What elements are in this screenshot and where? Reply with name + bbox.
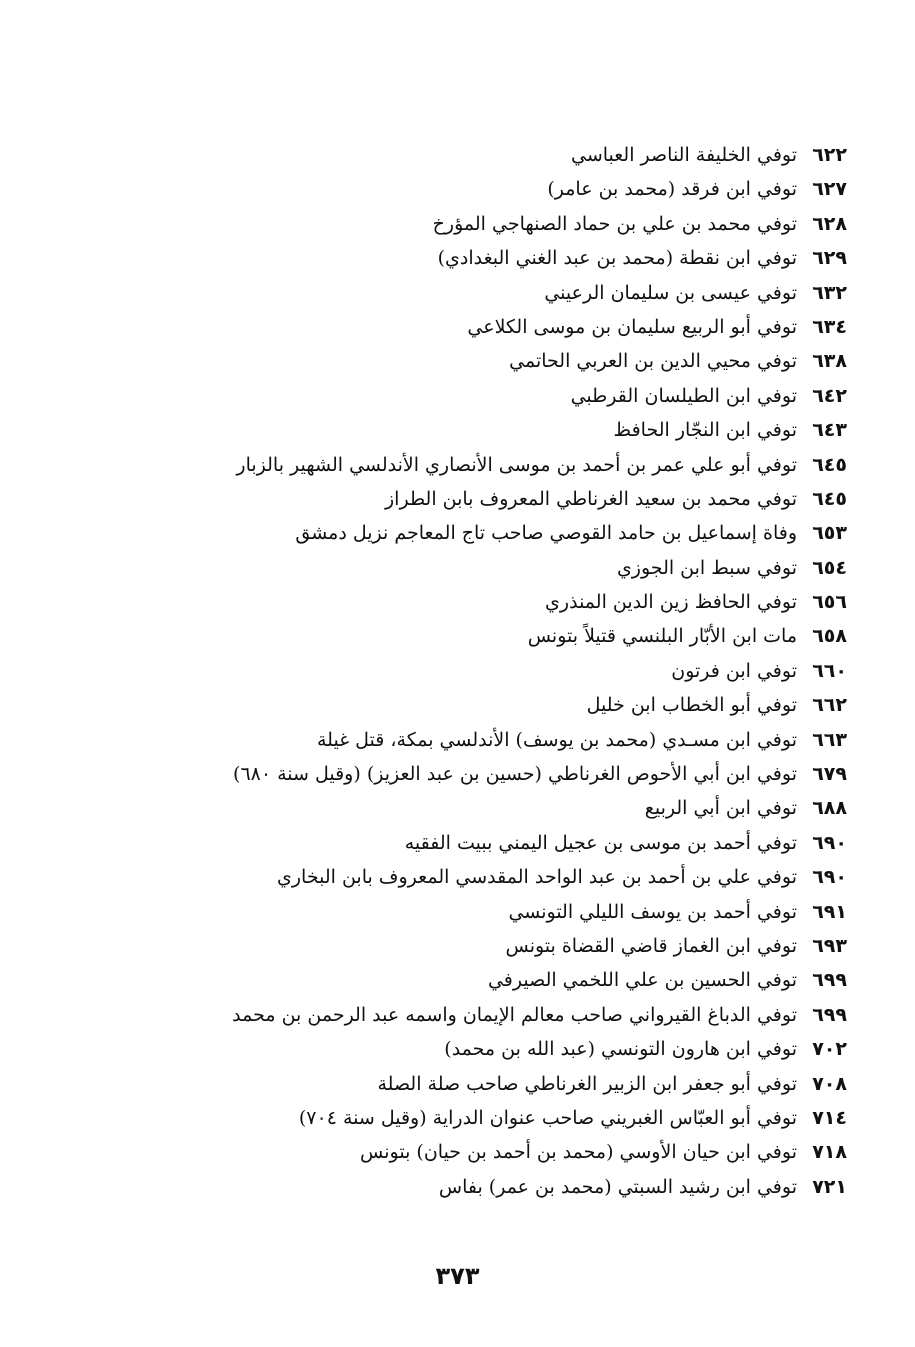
list-item — [187, 998, 847, 1032]
entry-year: ٦٦٣ — [812, 728, 847, 751]
list-item — [187, 138, 847, 172]
entry-text: مات ابن الأبّار البلنسي قتيلاً بتونس — [527, 625, 797, 648]
list-item — [187, 516, 847, 550]
list-item — [187, 860, 847, 894]
entry-year: ٦٩١ — [812, 900, 847, 923]
entry-text: توفي ابن أبي الربيع — [644, 797, 797, 820]
entry-text: توفي علي بن أحمد بن عبد الواحد المقدسي المعروف بابن البخاري — [277, 866, 797, 889]
list-item — [187, 757, 847, 791]
entry-year: ٦٥٨ — [812, 625, 847, 648]
list-item — [187, 585, 847, 619]
list-item — [187, 619, 847, 653]
list-item — [187, 1170, 847, 1204]
entry-text: توفي ابن فرقد (محمد بن عامر) — [547, 178, 797, 201]
list-item — [187, 413, 847, 447]
entry-text: توفي ابن أبي الأحوص الغرناطي (حسين بن عبد العزيز) (وقيل سنة ٦٨٠) — [233, 763, 797, 786]
entry-text: توفي ابن الغماز قاضي القضاة بتونس — [505, 934, 797, 957]
entry-text: توفي الحافظ زين الدين المنذري — [545, 591, 797, 614]
entry-text: توفي أبو علي عمر بن أحمد بن موسى الأنصاري الأندلسي الشهير بالزبار — [236, 453, 797, 476]
list-item — [187, 1032, 847, 1066]
entry-year: ٧١٤ — [812, 1106, 847, 1129]
list-item — [187, 207, 847, 241]
list-item — [187, 929, 847, 963]
entry-text: توفي أحمد بن يوسف الليلي التونسي — [508, 900, 797, 923]
list-item — [187, 172, 847, 206]
entry-year: ٦٥٤ — [812, 556, 847, 579]
entry-text: توفي ابن النجّار الحافظ — [613, 419, 797, 442]
page-number: ٣٧٣ — [435, 1262, 480, 1290]
entry-year: ٦٤٣ — [812, 419, 847, 442]
list-item — [187, 723, 847, 757]
entry-text: توفي محمد بن سعيد الغرناطي المعروف بابن الطراز — [385, 487, 797, 510]
entry-year: ٧٠٨ — [812, 1072, 847, 1095]
entry-text: توفي أبو الخطاب ابن خليل — [586, 694, 797, 717]
entry-year: ٦٢٧ — [812, 178, 847, 201]
entry-text: توفي أحمد بن موسى بن عجيل اليمني ببيت الفقيه — [404, 831, 797, 854]
entry-year: ٦٦٢ — [812, 694, 847, 717]
entry-year: ٧٢١ — [812, 1175, 847, 1198]
entry-text: توفي أبو جعفر ابن الزبير الغرناطي صاحب صلة الصلة — [377, 1072, 797, 1095]
list-item — [187, 379, 847, 413]
entry-text: توفي ابن الطيلسان القرطبي — [570, 384, 797, 407]
list-item — [187, 1067, 847, 1101]
entry-text: توفي الخليفة الناصر العباسي — [570, 144, 797, 166]
entry-year: ٦٤٥ — [812, 487, 847, 510]
entry-text: توفي ابن رشيد السبتي (محمد بن عمر) بفاس — [438, 1175, 797, 1198]
chronology-list — [187, 138, 847, 1204]
entry-year: ٦٤٢ — [812, 384, 847, 407]
list-item — [187, 448, 847, 482]
entry-year: ٦٩٠ — [812, 866, 847, 889]
entry-text: توفي سبط ابن الجوزي — [616, 556, 797, 579]
entry-year: ٦٨٨ — [812, 797, 847, 820]
entry-year: ٦٢٢ — [812, 144, 847, 166]
entry-text: توفي الدباغ القيرواني صاحب معالم الإيمان واسمه عبد الرحمن بن محمد — [232, 1003, 797, 1026]
list-item — [187, 791, 847, 825]
entry-year: ٧١٨ — [812, 1141, 847, 1164]
entry-year: ٦٦٠ — [812, 659, 847, 682]
list-item — [187, 826, 847, 860]
entry-year: ٦٣٤ — [812, 315, 847, 338]
entry-year: ٦٥٦ — [812, 591, 847, 614]
entry-year: ٦٣٢ — [812, 281, 847, 304]
list-item — [187, 688, 847, 722]
entry-year: ٦٤٥ — [812, 453, 847, 476]
list-item — [187, 344, 847, 378]
list-item — [187, 551, 847, 585]
entry-year: ٦٩٠ — [812, 831, 847, 854]
entry-text: توفي ابن هارون التونسي (عبد الله بن محمد) — [444, 1038, 797, 1061]
entry-text: توفي الحسين بن علي اللخمي الصيرفي — [487, 969, 797, 992]
list-item — [187, 1135, 847, 1169]
entry-text: توفي ابن حيان الأوسي (محمد بن أحمد بن حيان) بتونس — [360, 1141, 797, 1164]
list-item — [187, 963, 847, 997]
entry-text: توفي أبو العبّاس الغبريني صاحب عنوان الدراية (وقيل سنة ٧٠٤) — [298, 1106, 797, 1129]
entry-year: ٦٢٨ — [812, 212, 847, 235]
entry-year: ٦٧٩ — [812, 763, 847, 786]
entry-text: توفي محمد بن علي بن حماد الصنهاجي المؤرخ — [432, 212, 797, 235]
entry-year: ٦٢٩ — [812, 247, 847, 270]
list-item — [187, 895, 847, 929]
entry-year: ٦٩٩ — [812, 1003, 847, 1026]
entry-text: توفي ابن مسـدي (محمد بن يوسف) الأندلسي بمكة، قتل غيلة — [316, 728, 797, 751]
list-item — [187, 310, 847, 344]
list-item — [187, 654, 847, 688]
entry-year: ٦٣٨ — [812, 350, 847, 373]
list-item — [187, 1101, 847, 1135]
entry-year: ٧٠٢ — [812, 1038, 847, 1061]
entry-text: توفي ابن نقطة (محمد بن عبد الغني البغدادي) — [437, 247, 797, 270]
entry-text: توفي محيي الدين بن العربي الحاتمي — [509, 350, 797, 373]
entry-year: ٦٥٣ — [812, 522, 847, 545]
entry-text: توفي ابن فرتون — [671, 659, 797, 682]
list-item — [187, 241, 847, 275]
entry-text: توفي أبو الربيع سليمان بن موسى الكلاعي — [467, 315, 797, 338]
entry-text: توفي عيسى بن سليمان الرعيني — [544, 281, 797, 304]
entry-year: ٦٩٩ — [812, 969, 847, 992]
entry-text: وفاة إسماعيل بن حامد القوصي صاحب تاج المعاجم نزيل دمشق — [295, 522, 797, 545]
list-item — [187, 276, 847, 310]
list-item — [187, 482, 847, 516]
entry-year: ٦٩٣ — [812, 934, 847, 957]
